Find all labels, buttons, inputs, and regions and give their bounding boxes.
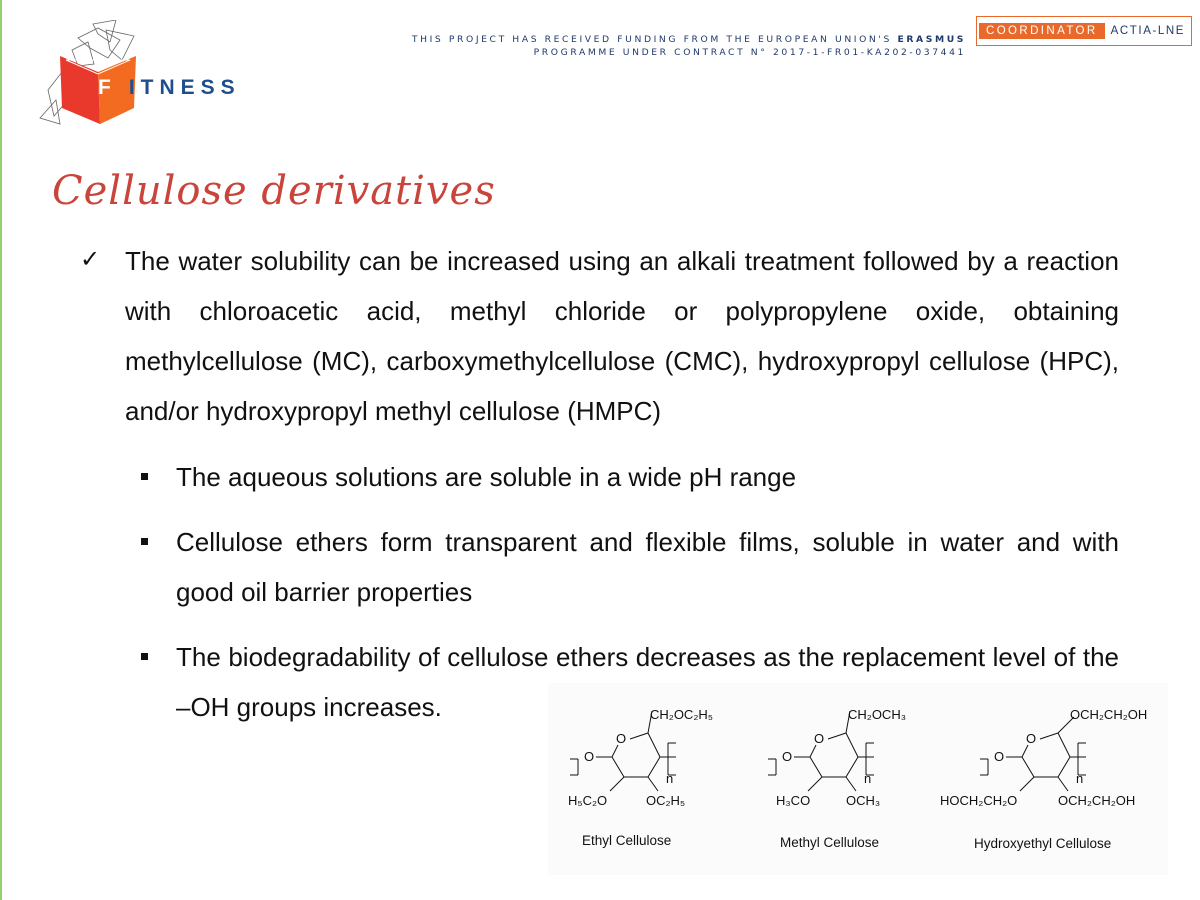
- coordinator-badge: [976, 16, 1192, 46]
- hydroxyethyl-right-group: OCH₂CH₂OH: [1058, 793, 1136, 808]
- square-bullet-icon: [141, 653, 148, 660]
- square-bullet-icon: [141, 538, 148, 545]
- logo-letter: F: [98, 76, 117, 99]
- hydroxyethyl-ring-o: O: [1026, 731, 1037, 746]
- cellulose-ether-structures: [548, 683, 1168, 875]
- funding-line1: THIS PROJECT HAS RECEIVED FUNDING FROM THE EUROPEAN UNION'S: [411, 34, 892, 45]
- ethyl-left-group: H₅C₂O: [568, 793, 608, 808]
- ethyl-caption: Ethyl Cellulose: [582, 833, 672, 848]
- slide-title: Cellulose derivatives: [52, 168, 496, 214]
- sub-bullet-3: The biodegradability of cellulose ethers decreases as the replacement level of the –OH groups increases.: [176, 642, 1119, 722]
- methyl-left-group: H₃CO: [776, 793, 811, 808]
- checkmark-icon: ✓: [80, 245, 101, 273]
- funding-erasmus: ERASMUS: [897, 34, 966, 45]
- main-bullet-text: The water solubility can be increased using an alkali treatment followed by a reaction with chloroacetic acid, methyl chloride or polypropylene oxide, obtaining methylcellulose (MC), carboxymethylcellulose (CMC), hydroxypropyl cellulose (HPC), and/or hydroxypropyl methyl cellulose (HMPC): [125, 246, 1119, 426]
- methyl-right-group: OCH₃: [846, 793, 881, 808]
- methyl-ring-o: O: [814, 731, 825, 746]
- ethyl-n: n: [666, 771, 674, 786]
- methyl-caption: Methyl Cellulose: [780, 835, 880, 850]
- ethyl-link-o: O: [584, 749, 595, 764]
- hydroxyethyl-left-group: HOCH₂CH₂O: [940, 793, 1018, 808]
- ethyl-right-group: OC₂H₅: [646, 793, 686, 808]
- square-bullet-icon: [141, 473, 148, 480]
- logo-text: ITNESS: [128, 76, 241, 99]
- hydroxyethyl-top-group: OCH₂CH₂OH: [1070, 707, 1148, 722]
- coordinator-label: COORDINATOR: [979, 23, 1105, 39]
- hydroxyethyl-link-o: O: [994, 749, 1005, 764]
- funding-notice: [380, 33, 966, 59]
- methyl-n: n: [864, 771, 872, 786]
- sub-bullet-1: The aqueous solutions are soluble in a wide pH range: [176, 462, 797, 492]
- logo-wordmark: [98, 76, 241, 100]
- ethyl-ring-o: O: [616, 731, 627, 746]
- sub-bullet-2: Cellulose ethers form transparent and flexible films, soluble in water and with good oil barrier properties: [176, 527, 1119, 607]
- ethyl-top-group: CH₂OC₂H₅: [650, 707, 713, 722]
- page-edge-line: [0, 0, 2, 900]
- funding-line2: PROGRAMME UNDER CONTRACT N° 2017-1-FR01-KA202-037441: [533, 47, 966, 58]
- coordinator-name: ACTIA-LNE: [1110, 25, 1186, 37]
- methyl-top-group: CH₂OCH₃: [848, 707, 907, 722]
- hydroxyethyl-caption: Hydroxyethyl Cellulose: [974, 836, 1112, 851]
- methyl-link-o: O: [782, 749, 793, 764]
- hydroxyethyl-n: n: [1076, 771, 1084, 786]
